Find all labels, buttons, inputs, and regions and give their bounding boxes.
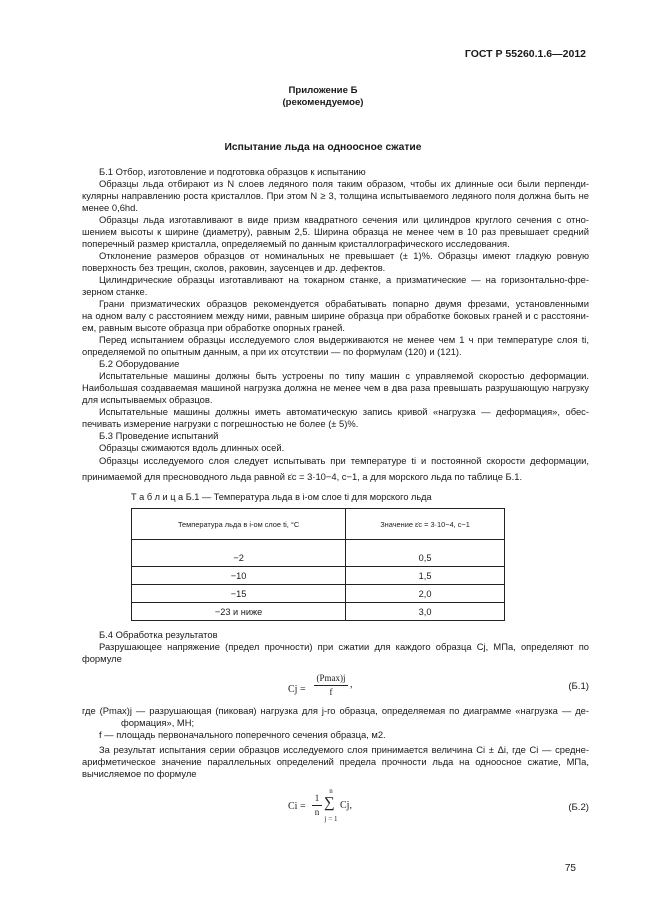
paragraph-line: Испытательные машины должны быть устроены по типу машин с управляемой скоростью деформации. [99, 370, 589, 381]
paragraph-line: Образцы льда изготавливают в виде призм квадратного сечения или цилиндров круглого сечения с отно- [99, 214, 589, 225]
paragraph-line: Грани призматических образцов рекомендуется обрабатывать попарно двумя фрезами, установленными [99, 298, 589, 309]
paragraph-line: где (Pmax)j — разрушающая (пиковая) нагрузка для j-го образца, определяемая по диаграмме «нагрузка — де- [82, 705, 589, 716]
paragraph-line: для испытываемых образцов. [82, 394, 213, 405]
paragraph-line: вычисляемое по формуле [82, 768, 197, 779]
paragraph-line: Разрушающее напряжение (предел прочности) при сжатии для каждого образца Cj, МПа, определяют по [99, 641, 589, 652]
paragraph-line: печивать измерение нагрузки с погрешностью не более (± 5)%. [82, 418, 359, 429]
paragraph-line: шением высоты к ширине (диаметру), равным 2,5. Ширина образца не менее чем в 10 раз превышает средний [82, 226, 589, 237]
paragraph-line: Испытательные машины должны иметь автоматическую запись кривой «нагрузка — деформация», обес- [99, 406, 589, 417]
table-cell-temperature: −15 [132, 585, 346, 603]
paragraph-line: формация», МН; [121, 717, 195, 728]
table-row [132, 549, 505, 567]
formula-b1-label: (Б.1) [568, 681, 589, 692]
formula-b1-numerator: (Pmax)j [316, 673, 346, 683]
temperature-table [131, 508, 505, 621]
appendix-heading [0, 85, 646, 109]
formula-b1-fraction-bar [314, 685, 348, 686]
table-row [132, 603, 505, 621]
table-cell-temperature: −2 [132, 549, 346, 567]
paragraph-line: менее 0,6hd. [82, 202, 138, 213]
table-cell-value: 3,0 [346, 603, 505, 621]
formula-b1-lhs: Cj = [288, 684, 306, 695]
paragraph-line: Цилиндрические образцы изготавливают на токарном станке, а призматические — на горизонтально-фре- [99, 274, 589, 285]
paragraph-line: Отклонение размеров образцов от номинальных не превышает (± 1)%. Образцы имеют гладкую ровную [99, 250, 589, 261]
sigma-icon: ∑ [324, 795, 335, 811]
table-header-row [132, 509, 505, 540]
paragraph-line: принимаемой для пресноводного льда равной ε̇c = 3·10−4, с−1, а для морского льда по таблице Б.1. [82, 471, 523, 482]
subsection-heading: Б.4 Обработка результатов [99, 629, 218, 640]
formula-b2-numerator: 1 [314, 793, 320, 803]
paragraph-line: поверхность без трещин, сколов, раковин, заусенцев и др. дефектов. [82, 262, 386, 273]
paragraph-line: определяемой по опытным данным, а при их отсутствии — по формулам (120) и (121). [82, 346, 462, 357]
paragraph-line: Б.1 Отбор, изготовление и подготовка образцов к испытанию [99, 166, 366, 177]
paragraph-line: f — площадь первоначального поперечного сечения образца, м2. [99, 729, 386, 740]
formula-b2-fraction-bar [312, 805, 322, 806]
subsection-heading: Б.2 Оборудование [99, 358, 180, 369]
document-code: ГОСТ Р 55260.1.6—2012 [464, 48, 586, 60]
table-cell-temperature: −10 [132, 567, 346, 585]
appendix-title: Приложение Б [288, 85, 358, 96]
paragraph-line: формуле [82, 653, 122, 664]
formula-b2-lhs: Ci = [288, 801, 306, 812]
table-caption: Т а б л и ц а Б.1 — Температура льда в i-ом слое ti для морского льда [131, 492, 432, 502]
formula-b2 [288, 787, 378, 832]
formula-b2-sum-bottom: j = 1 [324, 815, 338, 823]
table-row [132, 540, 505, 550]
table-cell-value: 2,0 [346, 585, 505, 603]
paragraph-line: поперечный размер кристалла, определяемый по данным кристаллографического исследования. [82, 238, 510, 249]
paragraph-line: Перед испытанием образцы исследуемого слоя выдерживаются не менее чем 1 ч при температуре слоя ti, [99, 334, 589, 345]
formula-b2-sum-top: n [329, 787, 333, 795]
paragraph-line: Наибольшая создаваемая машиной нагрузка должна не менее чем в два раза превышать разрушающую нагрузку [82, 382, 589, 393]
appendix-subtitle: (рекомендуемое) [282, 97, 364, 108]
paragraph-line: Образцы льда отбирают из N слоев ледяного поля таким образом, чтобы их длинные оси были перпенди- [99, 178, 589, 189]
page-number: 75 [564, 863, 576, 874]
formula-b2-body: Cj, [340, 800, 352, 811]
formula-b1-tail: , [350, 679, 353, 690]
table-cell-value: 1,5 [346, 567, 505, 585]
section-title: Испытание льда на одноосное сжатие [224, 142, 422, 153]
table-row [132, 585, 505, 603]
formula-b2-label: (Б.2) [568, 802, 589, 813]
formula-b2-denominator: n [314, 807, 320, 817]
formula-b1-denominator: f [329, 687, 333, 697]
table-cell-value: 0,5 [346, 549, 505, 567]
paragraph-line: ем, равным высоте образца при обработке опорных граней. [82, 322, 346, 333]
paragraph-line: За результат испытания серии образцов исследуемого слоя принимается величина Ci ± Δi, где Ci — средне- [99, 744, 589, 755]
paragraph-line: на одном валу с расстоянием между ними, равным ширине образца при обработке боковых граней и с расстояни- [82, 310, 589, 321]
paragraph-line: зерном станке. [82, 286, 148, 297]
table-header-temperature: Температура льда в i-ом слое ti, °С [132, 509, 346, 540]
subsection-heading: Б.3 Проведение испытаний [99, 430, 219, 441]
paragraph-line: Образцы исследуемого слоя следует испытывать при температуре ti и постоянной скорости деформации, [99, 455, 589, 466]
table-header-value: Значение ε̇c = 3·10−4, с−1 [346, 509, 505, 540]
paragraph-line: кулярны направлению роста кристаллов. При этом N ≥ 3, толщина испытываемого ледяного поля должна быть не [82, 190, 589, 201]
paragraph-line: арифметическое значение параллельных определений предела прочности льда на одноосное сжатие, МПа, [82, 756, 589, 767]
table-cell-temperature: −23 и ниже [132, 603, 346, 621]
table-row [132, 567, 505, 585]
paragraph-line: Образцы сжимаются вдоль длинных осей. [99, 442, 285, 453]
